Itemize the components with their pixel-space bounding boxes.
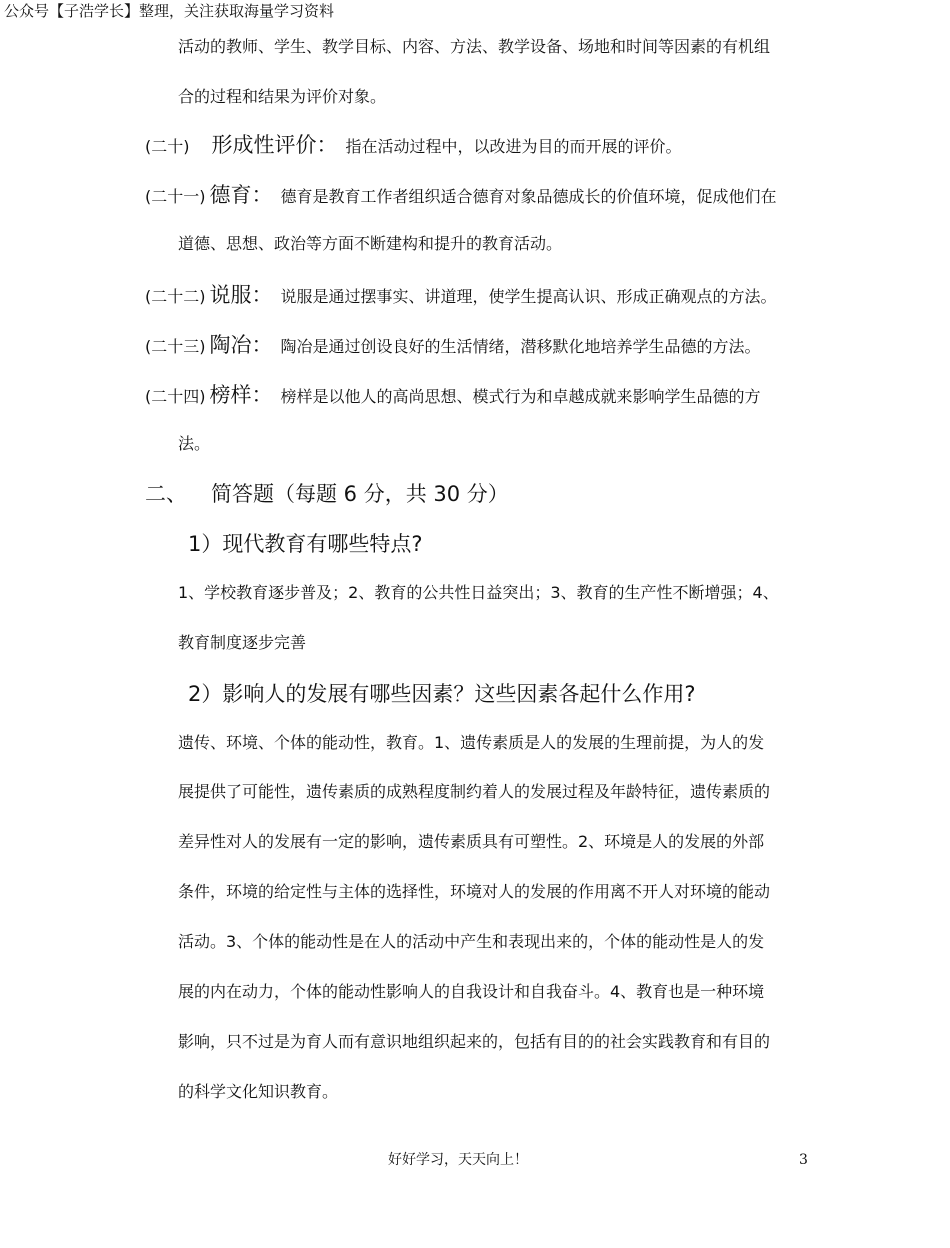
term-number: (二十二): [145, 287, 206, 306]
term-colon: ：: [251, 183, 273, 207]
answer-line: 1、学校教育逐步普及；2、教育的公共性日益突出；3、教育的生产性不断增强；4、: [178, 583, 779, 602]
answer-line: 差异性对人的发展有一定的影响，遗传素质具有可塑性。2、环境是人的发展的外部: [178, 832, 765, 851]
term-definition: 说服是通过摆事实、讲道理，使学生提高认识、形成正确观点的方法。: [280, 287, 777, 306]
page-number: 3: [799, 1152, 808, 1168]
intro-line: 活动的教师、学生、教学目标、内容、方法、教学设备、场地和时间等因素的有机组: [178, 37, 771, 56]
section-title: 简答题（每题 6 分，共 30 分）: [211, 482, 509, 506]
term-definition-continued: 法。: [178, 434, 211, 453]
question-title: 1）现代教育有哪些特点?: [188, 532, 423, 556]
answer-line: 的科学文化知识教育。: [178, 1082, 339, 1101]
answer-line: 活动。3、个体的能动性是在人的活动中产生和表现出来的，个体的能动性是人的发: [178, 932, 765, 951]
answer-line: 条件，环境的给定性与主体的选择性，环境对人的发展的作用离不开人对环境的能动: [178, 882, 771, 901]
term-colon: ：: [316, 133, 338, 157]
intro-line: 合的过程和结果为评价对象。: [178, 87, 387, 106]
answer-line: 影响，只不过是为育人而有意识地组织起来的，包括有目的的社会实践教育和有目的: [178, 1032, 771, 1051]
footer-motto: 好好学习，天天向上！: [388, 1152, 528, 1168]
term-name: 德育: [209, 183, 252, 207]
section-heading: [145, 480, 509, 508]
answer-line: 教育制度逐步完善: [178, 633, 307, 652]
term-name: 陶冶: [209, 333, 252, 357]
term-definition: 德育是教育工作者组织适合德育对象品德成长的价值环境，促成他们在: [280, 187, 777, 206]
term-entry: [145, 134, 682, 158]
term-colon: ：: [251, 383, 273, 407]
term-entry: [145, 284, 777, 308]
term-number: (二十三): [145, 337, 206, 356]
term-entry: [145, 384, 761, 408]
header-note: 公众号【子浩学长】整理，关注获取海量学习资料: [4, 2, 335, 20]
term-definition: 陶冶是通过创设良好的生活情绪，潜移默化地培养学生品德的方法。: [280, 337, 761, 356]
term-number: (二十四): [145, 387, 206, 406]
term-definition: 指在活动过程中，以改进为目的而开展的评价。: [345, 137, 682, 156]
question-title: 2）影响人的发展有哪些因素？这些因素各起什么作用?: [188, 682, 696, 706]
term-name: 形成性评价: [211, 133, 317, 157]
term-definition-continued: 道德、思想、政治等方面不断建构和提升的教育活动。: [178, 234, 563, 253]
term-number: (二十): [145, 137, 190, 156]
term-entry: [145, 184, 777, 208]
term-colon: ：: [251, 283, 273, 307]
term-number: (二十一): [145, 187, 206, 206]
term-name: 说服: [209, 283, 252, 307]
answer-line: 遗传、环境、个体的能动性，教育。1、遗传素质是人的发展的生理前提，为人的发: [178, 733, 765, 752]
term-colon: ：: [251, 333, 273, 357]
term-name: 榜样: [209, 383, 252, 407]
section-number: 二、: [145, 482, 187, 506]
answer-line: 展的内在动力，个体的能动性影响人的自我设计和自我奋斗。4、教育也是一种环境: [178, 982, 765, 1001]
answer-line: 展提供了可能性，遗传素质的成熟程度制约着人的发展过程及年龄特征，遗传素质的: [178, 782, 771, 801]
term-definition: 榜样是以他人的高尚思想、模式行为和卓越成就来影响学生品德的方: [280, 387, 761, 406]
term-entry: [145, 334, 761, 358]
